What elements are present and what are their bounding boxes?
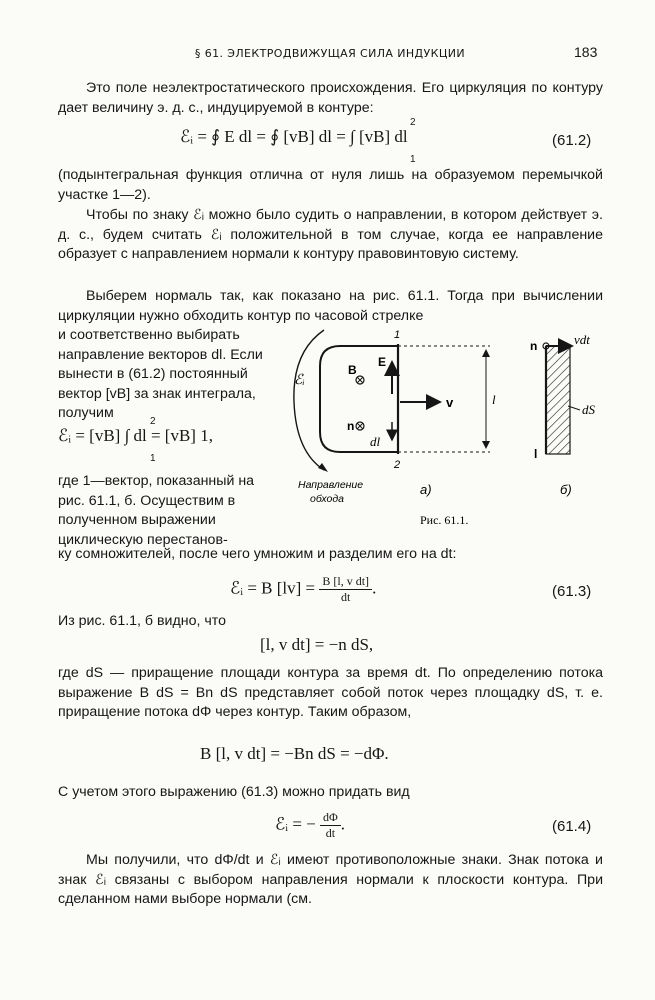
paragraph-4-narrow: и соответственно выбирать направление векторов dl. Если вынести в (61.2) постоянный вектор [vB] за знак интеграла, получим <box>58 327 263 422</box>
label-traverse-2: обхода <box>310 493 345 505</box>
label-l: l <box>492 392 496 407</box>
equation-61-2-number: (61.2) <box>552 132 592 149</box>
label-b: B <box>348 363 357 377</box>
label-traverse-1: Направление <box>298 479 364 491</box>
equation-61-3-lhs: ℰᵢ = B [lv] = <box>230 578 316 598</box>
equation-61-3-number: (61.3) <box>552 583 592 600</box>
paragraph-5-narrow: где 1—вектор, показанный на рис. 61.1, б. Осуществим в полученном выражении циклическую перестанов- <box>58 473 255 548</box>
label-n-b: n <box>530 339 538 353</box>
label-e: E <box>378 355 387 369</box>
paragraph-6: Из рис. 61.1, б видно, что <box>58 613 226 629</box>
paragraph-1: Это поле неэлектростатического происхождения. Его циркуляция по контуру дает величину э. д. с., индуцируемой в контуре: <box>58 80 603 116</box>
equation-middle: [l, v dt] = −n dS, <box>260 635 374 654</box>
equation-61-2-upper-limit: 2 <box>410 117 416 128</box>
label-emf: ℰᵢ <box>294 373 305 388</box>
paragraph-9: Мы получили, что dΦ/dt и ℰᵢ имеют противоположные знаки. Знак потока и знак ℰᵢ связаны с выбором направления нормали к плоскости контура. При сделанном нами выборе нормали (см. <box>58 852 603 908</box>
paragraph-4: Выберем нормаль так, как показано на рис. 61.1. Тогда при вычислении циркуляции нужно обходить контур по часовой стрелке <box>58 288 603 324</box>
label-dl: dl <box>370 434 381 449</box>
traverse-arrowhead <box>318 463 328 472</box>
equation-61-2-body: ℰᵢ = ∮ E dl = ∮ [vB] dl = ∫ [vB] dl <box>180 127 408 146</box>
figure-61-1 <box>290 322 610 532</box>
label-panel-a: а) <box>420 482 432 497</box>
equation-flux: B [l, v dt] = −Bn dS = −dΦ. <box>200 744 389 763</box>
label-v: v <box>446 395 454 410</box>
contour-frame <box>320 346 398 452</box>
equation-61-4-number: (61.4) <box>552 818 592 835</box>
paragraph-2: (подынтегральная функция отлична от нуля лишь на образуемом перемычкой участке 1—2). <box>58 167 603 203</box>
equation-61-3-fraction <box>319 574 372 605</box>
equation-side-lower-limit: 1 <box>150 453 156 464</box>
equation-61-3: ℰᵢ = B [lv] = $\frac{\text{B [l, v dt]}}{dt}$ . <box>230 574 377 604</box>
figure-caption: Рис. 61.1. <box>420 513 469 527</box>
paragraph-8: С учетом этого выражению (61.3) можно придать вид <box>58 784 410 800</box>
equation-side: ℰᵢ = [vB] ∫ dl = [vB] 1, <box>58 426 213 445</box>
paragraph-7: где dS — приращение площади контура за время dt. По определению потока выражение B dS = Bn dS представляет собой поток через площадку dS, т. е. приращение потока dΦ через контур. Таким образом, <box>58 665 603 721</box>
equation-side-upper-limit: 2 <box>150 416 156 427</box>
label-panel-b: б) <box>560 482 572 497</box>
area-strip-ds <box>546 346 570 454</box>
label-point-2: 2 <box>394 459 401 471</box>
paragraph-3: Чтобы по знаку ℰᵢ можно было судить о направлении, в котором действует э. д. с., будем считать ℰᵢ положительной в том случае, когда ее направление образует с направлением нормали к контуру правовинтовую систему. <box>58 207 603 263</box>
equation-61-2 <box>180 127 408 147</box>
label-vdt: vdt <box>574 332 590 347</box>
paragraph-5-full: ку сомножителей, после чего умножим и разделим его на dt: <box>58 546 457 562</box>
label-ds: dS <box>582 402 595 417</box>
label-n: n <box>347 419 355 433</box>
equation-61-3-denominator: dt <box>341 590 351 604</box>
label-point-1: 1 <box>394 329 401 341</box>
equation-61-4-fraction <box>320 810 341 841</box>
equation-61-4-denominator: dt <box>325 826 336 840</box>
page-number: 183 <box>574 44 598 60</box>
running-header: § 61. ЭЛЕКТРОДВИЖУЩАЯ СИЛА ИНДУКЦИИ <box>194 47 466 60</box>
label-l-b: l <box>534 447 538 461</box>
equation-61-3-numerator: B [l, v dt] <box>319 574 372 590</box>
equation-61-4: ℰᵢ = − $\frac{d\Phi}{dt}$ . <box>275 810 346 840</box>
equation-61-2-lower-limit: 1 <box>410 154 416 165</box>
equation-61-4-lhs: ℰᵢ = − <box>275 814 316 834</box>
equation-61-4-numerator: dΦ <box>320 810 341 826</box>
